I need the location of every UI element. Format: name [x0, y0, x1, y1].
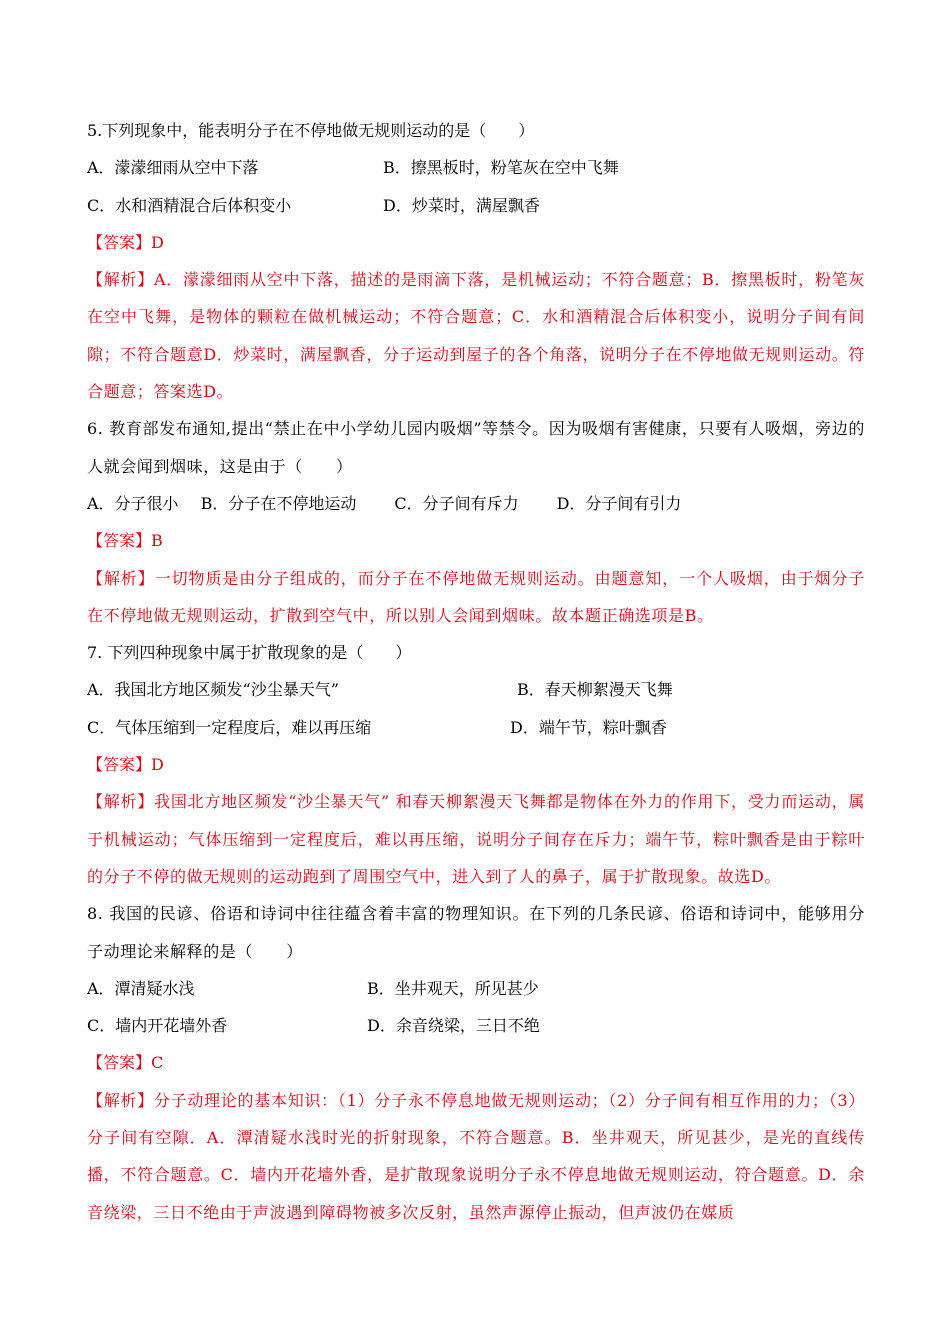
question-6	[87, 410, 865, 634]
analysis-text: 【解析】A．濛濛细雨从空中下落，描述的是雨滴下落，是机械运动；不符合题意；B．擦黑板时，粉笔灰在空中飞舞，是物体的颗粒在做机械运动；不符合题意；C．水和酒精混合后体积变小，说明分子间有间隙；不符合题意D．炒菜时，满屋飘香，分子运动到屋子的各个角落，说明分子在不停地做无规则运动。符合题意；答案选D。	[87, 270, 865, 402]
options-row	[87, 709, 865, 746]
options-row	[87, 970, 865, 1007]
option-c: C．墙内开花墙外香	[87, 1016, 228, 1036]
question-stem: 6. 教育部发布通知,提出“禁止在中小学幼儿园内吸烟”等禁令。因为吸烟有害健康，只要有人吸烟，旁边的人就会闻到烟味，这是由于（ ）	[87, 419, 865, 476]
question-stem: 5.下列现象中，能表明分子在不停地做无规则运动的是（ ）	[87, 121, 535, 140]
options-row	[87, 187, 865, 224]
option-a: A．潭清疑水浅	[87, 978, 195, 998]
option-c: C．水和酒精混合后体积变小	[87, 195, 292, 215]
option-b: B．春天柳絮漫天飞舞	[517, 680, 673, 700]
answer-label: 【答案】C	[87, 1053, 164, 1073]
option-a: A．我国北方地区频发“沙尘暴天气”	[87, 680, 339, 700]
option-b: B．分子在不停地运动	[200, 493, 357, 513]
option-d: D．炒菜时，满屋飘香	[383, 195, 540, 215]
option-d: D．余音绕梁，三日不绝	[367, 1016, 540, 1036]
question-stem: 8. 我国的民谚、俗语和诗词中往往蕴含着丰富的物理知识。在下列的几条民谚、俗语和诗词中，能够用分子动理论来解释的是（ ）	[87, 904, 865, 961]
document-page	[87, 112, 865, 1231]
option-a: A．濛濛细雨从空中下落	[87, 158, 259, 178]
options-row	[87, 1007, 865, 1044]
analysis-text: 【解析】分子动理论的基本知识：（1）分子永不停息地做无规则运动；（2）分子间有相互作用的力；（3）分子间有空隙．A．潭清疑水浅时光的折射现象，不符合题意。B．坐井观天，所见甚少，是光的直线传播，不符合题意。C．墙内开花墙外香，是扩散现象说明分子永不停息地做无规则运动，符合题意。D．余音绕梁，三日不绝由于声波遇到障碍物被多次反射，虽然声源停止振动，但声波仍在媒质	[87, 1090, 865, 1222]
analysis-text: 【解析】一切物质是由分子组成的，而分子在不停地做无规则运动。由题意知，一个人吸烟，由于烟分子在不停地做无规则运动，扩散到空气中，所以别人会闻到烟味。故本题正确选项是B。	[87, 568, 865, 625]
option-d: D．分子间有引力	[556, 493, 682, 513]
option-b: B．擦黑板时，粉笔灰在空中飞舞	[383, 158, 619, 178]
answer-label: 【答案】D	[87, 232, 164, 252]
options-row	[87, 149, 865, 186]
answer-label: 【答案】B	[87, 531, 163, 551]
options-row	[87, 485, 865, 522]
options-row	[87, 671, 865, 708]
question-8	[87, 895, 865, 1231]
option-c: C．分子间有斥力	[394, 493, 519, 513]
option-b: B．坐井观天，所见甚少	[367, 978, 539, 998]
option-d: D．端午节，粽叶飘香	[510, 717, 667, 737]
answer-label: 【答案】D	[87, 755, 164, 775]
question-5	[87, 112, 865, 410]
question-7	[87, 634, 865, 895]
question-stem: 7. 下列四种现象中属于扩散现象的是（ ）	[87, 643, 412, 663]
option-a: A．分子很小	[87, 493, 179, 513]
analysis-text: 【解析】我国北方地区频发“沙尘暴天气” 和春天柳絮漫天飞舞都是物体在外力的作用下，受力而运动，属于机械运动；气体压缩到一定程度后，难以再压缩，说明分子间存在斥力；端午节，粽叶飘香是由于粽叶的分子不停的做无规则的运动跑到了周围空气中，进入到了人的鼻子，属于扩散现象。故选D。	[87, 792, 865, 886]
option-c: C．气体压缩到一定程度后，难以再压缩	[87, 717, 372, 737]
